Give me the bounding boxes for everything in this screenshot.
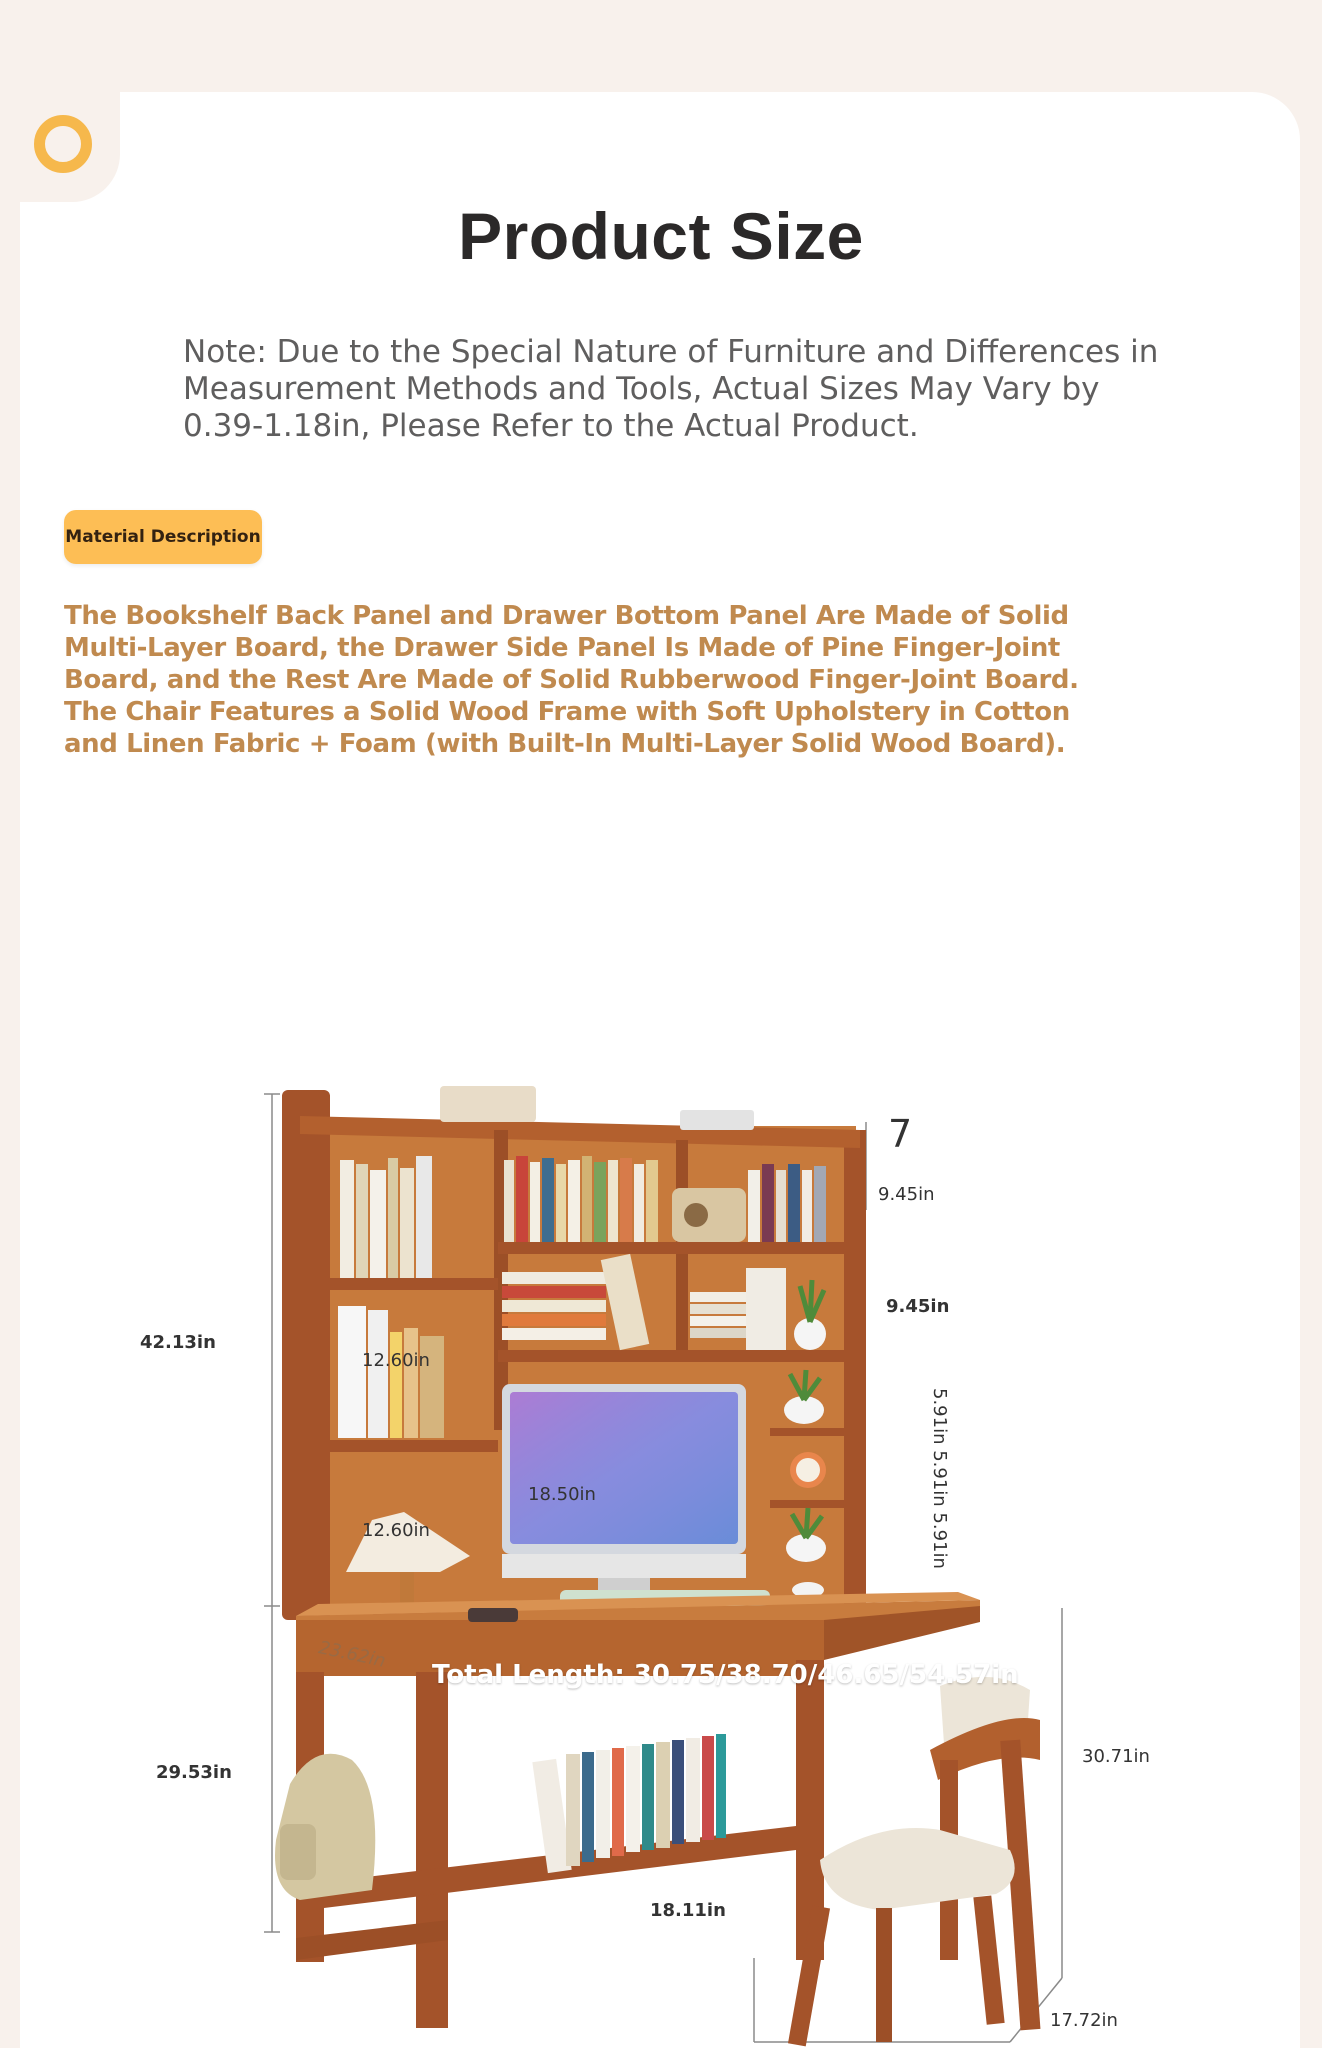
material-description-badge: Material Description <box>64 510 262 564</box>
overall-height-label: 42.13in <box>140 1332 216 1353</box>
desk-depth-label: 23.62in <box>316 1637 388 1672</box>
chair-height-label: 30.71in <box>1082 1746 1150 1767</box>
top-mark-label: 7 <box>888 1112 913 1156</box>
size-note: Note: Due to the Special Nature of Furniture and Differences in Measurement Methods and Tools, Actual Sizes May Vary by 0.39-1.18in, Please Refer to the Actual Product. <box>183 334 1159 444</box>
page-title: Product Size <box>458 199 864 273</box>
monitor-gap-label: 18.50in <box>528 1484 596 1505</box>
inner-width-lower-label: 12.60in <box>362 1520 430 1541</box>
inner-width-upper-label: 12.60in <box>362 1350 430 1371</box>
ring-icon <box>34 115 92 173</box>
material-description-text: The Bookshelf Back Panel and Drawer Bottom Panel Are Made of Solid Multi-Layer Board, the Drawer Side Panel Is Made of Pine Finger-Joint Board, and the Rest Are Made of Solid Rubberwood Finger-Joint Board. The Chair Features a Solid Wood Frame with Soft Upholstery in Cotton and Linen Fabric + Foam (with Built-In Multi-Layer Solid Wood Board). <box>64 601 1079 759</box>
right-cubby-heights-label: 5.91in 5.91in 5.91in <box>929 1388 950 1569</box>
chair-depth-label: 17.72in <box>1050 2010 1118 2031</box>
product-dimension-diagram <box>0 1060 1322 2048</box>
knee-gap-label: 18.11in <box>650 1900 726 1921</box>
shelf-top-height-label: 9.45in <box>878 1184 935 1205</box>
total-length-label: Total Length: 30.75/38.70/46.65/54.57in <box>432 1660 1019 1690</box>
shelf-mid-height-label: 9.45in <box>886 1296 950 1317</box>
desk-height-label: 29.53in <box>156 1762 232 1783</box>
